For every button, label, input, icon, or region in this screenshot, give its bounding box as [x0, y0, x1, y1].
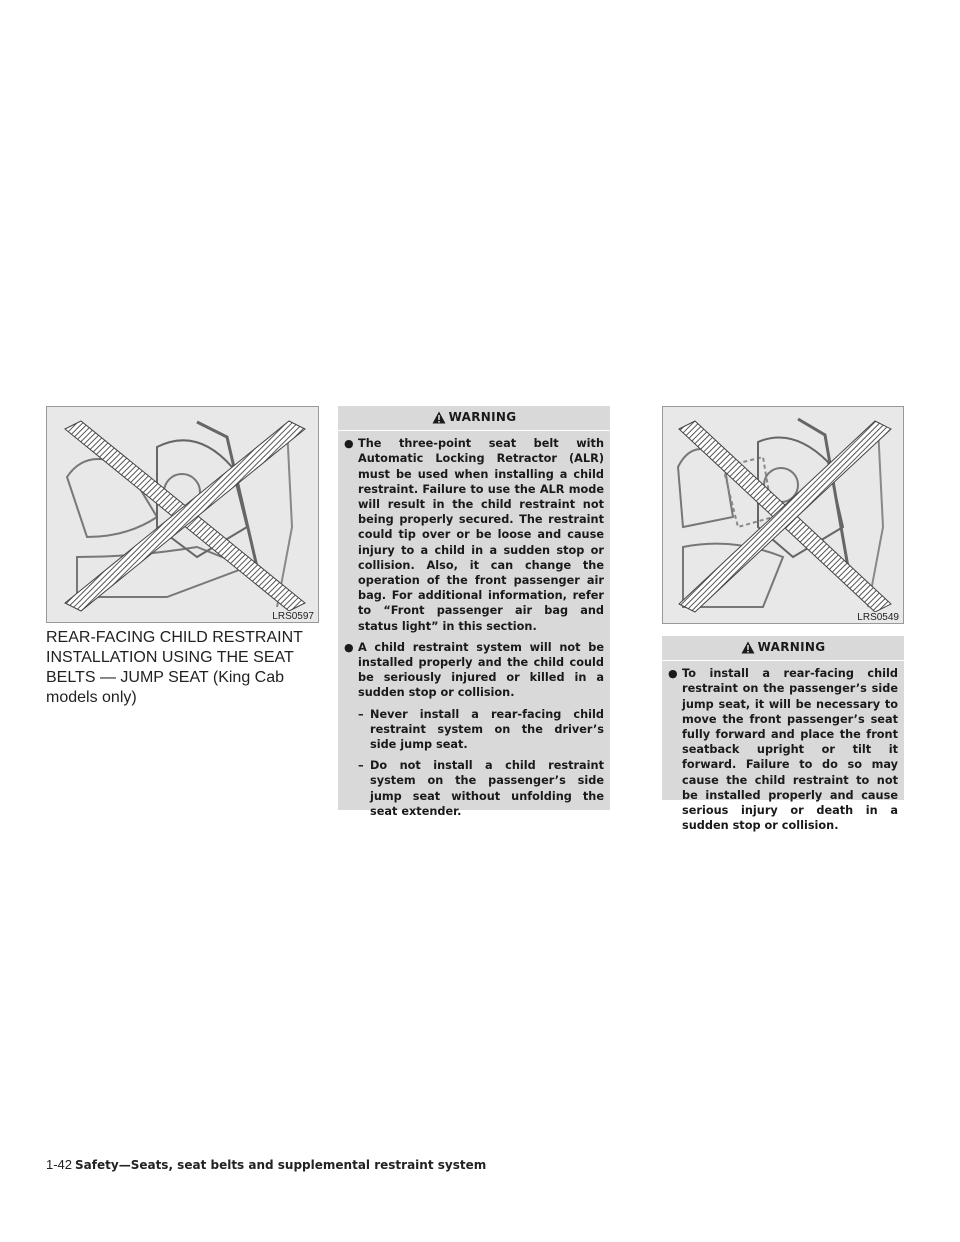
section-title-main: REAR-FACING CHILD RESTRAINT INSTALLATION USING THE SEAT BELTS — JUMP SEAT (: [46, 629, 303, 686]
footer-section-title: Safety—Seats, seat belts and supplemental restraint system: [75, 1158, 487, 1172]
section-title: [46, 628, 316, 708]
crossed-out-illustration-icon: [47, 407, 319, 623]
warning-sub-item: – Do not install a child restraint system on the passenger’s side jump seat without unfolding the seat extender.: [358, 759, 604, 818]
crossed-out-illustration-icon: [663, 407, 904, 624]
figure-code: LRS0549: [857, 612, 899, 623]
warning-bullet: ● A child restraint system will not be installed properly and the child could be seriously injured or killed in a sudden stop or collision.: [344, 640, 604, 700]
warning-bullet: ● The three-point seat belt with Automatic Locking Retractor (ALR) must be used when installing a child restraint. Failure to use the ALR mode will result in the child restraint not being properly secured. The restraint could tip over or be loose and cause injury to a child in a sudden stop or collision. Also, it can change the operation of the front passenger air bag. For additional information, refer to “Front passenger air bag and status light” in this section.: [344, 437, 604, 633]
warning-sub-item: – Never install a rear-facing child restraint system on the driver’s side jump seat.: [358, 707, 604, 752]
warning-heading: WARNING: [344, 410, 604, 425]
figure-child-seat-right: [662, 406, 904, 624]
warning-box-jump-seat: [338, 406, 610, 818]
warning-heading: WARNING: [668, 640, 898, 655]
warning-triangle-icon: [741, 641, 755, 654]
section-title-models: King Cab models only): [46, 669, 285, 706]
warning-box-passenger-seat: [662, 636, 904, 833]
figure-child-seat-left: [46, 406, 319, 623]
warning-triangle-icon: [432, 411, 446, 424]
figure-code: LRS0597: [272, 611, 314, 622]
page-number: 1-42: [46, 1157, 73, 1172]
warning-bullet: ● To install a rear-facing child restraint on the passenger’s side jump seat, it will be necessary to move the front passenger’s seat fully forward and place the front seatback upright or tilt it forward. Failure to do so may cause the child restraint to not be installed properly and cause serious injury or death in a sudden stop or collision.: [668, 667, 898, 833]
page-footer: [46, 1157, 486, 1172]
